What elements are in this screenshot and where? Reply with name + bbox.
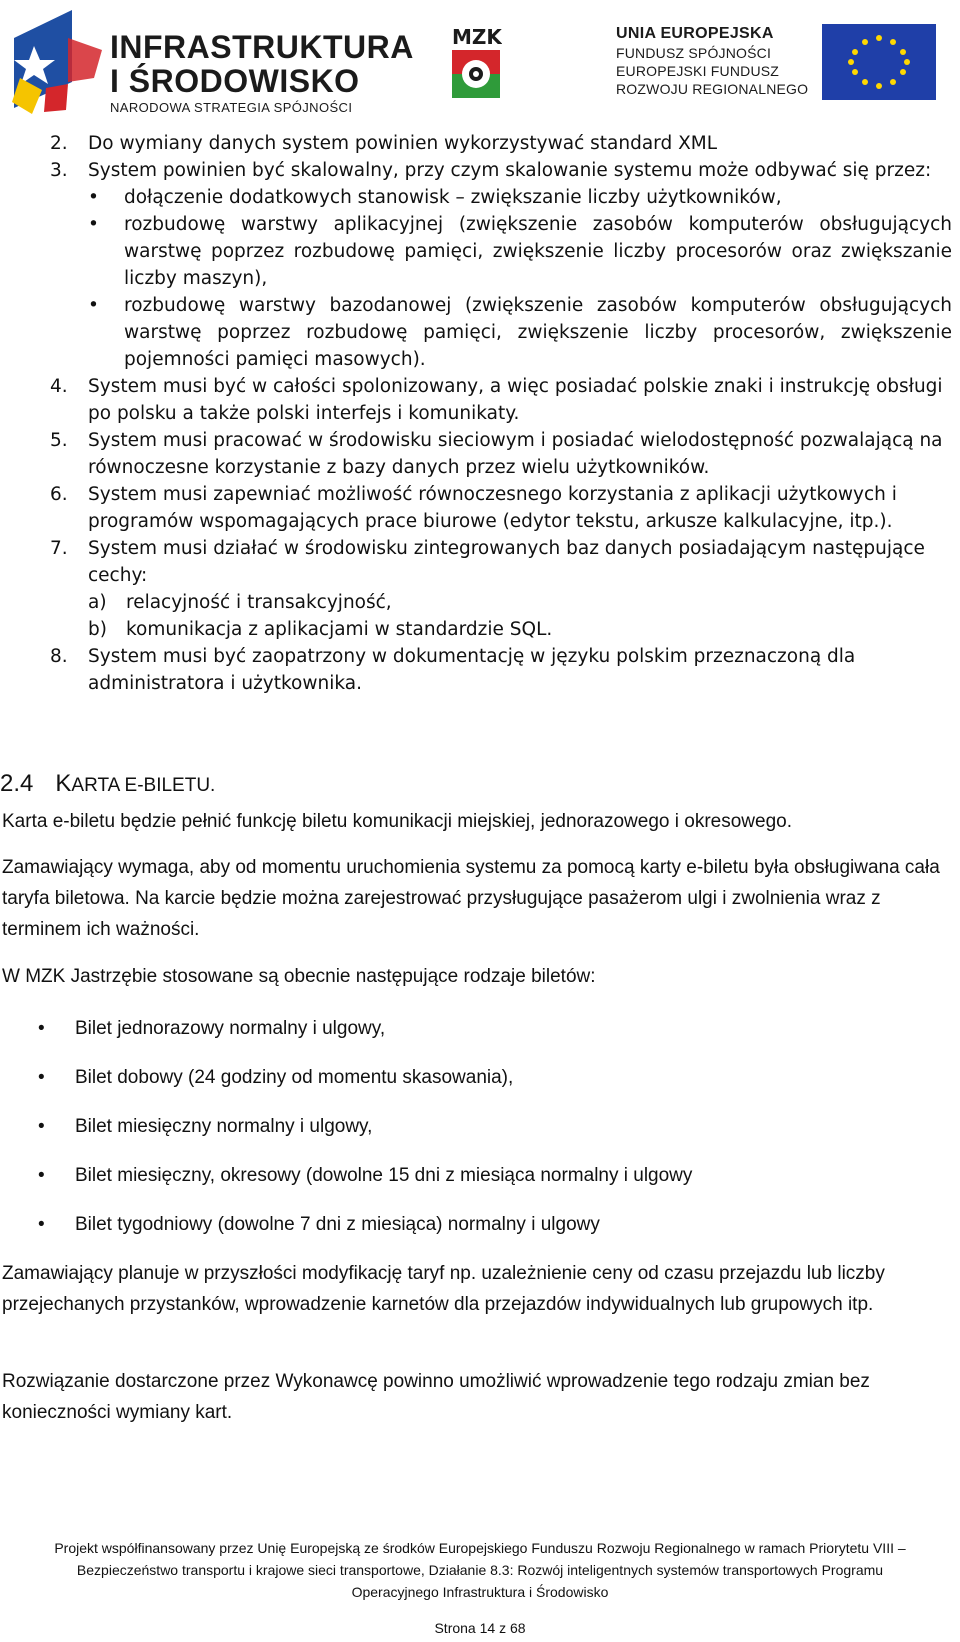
requirements-list [0,130,960,697]
bullet-text: rozbudowę warstwy aplikacyjnej (zwiększenie zasobów komputerów obsługujących warstwę poprzez rozbudowę pamięci, zwiększenie liczby procesorów oraz zwiększanie liczby maszyn), [124,214,952,289]
bullet-item [0,184,960,211]
list-number: 4. [50,376,68,397]
ticket-text: Bilet dobowy (24 godziny od momentu skasowania), [75,1067,514,1088]
logo-line-1: INFRASTRUKTURA [110,29,414,65]
eu-line-2: FUNDUSZ SPÓJNOŚCI [616,45,772,61]
paragraph: Karta e-biletu będzie pełnić funkcję biletu komunikacji miejskiej, jednorazowego i okresowego. [2,811,792,832]
ticket-text: Bilet tygodniowy (dowolne 7 dni z miesiąca) normalny i ulgowy [75,1214,600,1235]
list-text: System musi pracować w środowisku sieciowym i posiadać wielodostępność pozwalającą na równoczesne korzystanie z bazy danych przez wielu użytkowników. [88,430,943,478]
infrastruktura-logo-text [110,30,414,115]
list-number: 6. [50,484,68,505]
list-item [0,643,960,697]
section-title-initial: K [55,770,72,797]
mzk-logo-text: MZK [452,25,502,49]
ticket-text: Bilet jednorazowy normalny i ulgowy, [75,1018,386,1039]
ticket-text: Bilet miesięczny normalny i ulgowy, [75,1116,373,1137]
list-text: System musi być w całości spolonizowany, a więc posiadać polskie znaki i instrukcję obsługi po polsku a także polski interfejs i komunikaty. [88,376,943,424]
section-heading [0,770,215,798]
sub-item-label: a) [88,592,107,613]
list-text: System musi być zaopatrzony w dokumentację w języku polskim przeznaczoną dla administratora i użytkownika. [88,646,856,694]
infrastruktura-star-logo-icon [6,8,106,116]
list-item [0,535,960,589]
sub-item-text: relacyjność i transakcyjność, [126,592,392,613]
eu-line-4: ROZWOJU REGIONALNEGO [616,81,809,97]
footer-line: Projekt współfinansowany przez Unię Europejską ze środków Europejskiego Funduszu Rozwoju Regionalnego w ramach Priorytetu VIII – [54,1540,906,1556]
list-number: 7. [50,538,68,559]
section-number: 2.4 [0,770,34,797]
list-number: 3. [50,160,68,181]
list-text: System musi działać w środowisku zintegrowanych baz danych posiadającym następujące cechy: [88,538,925,586]
bullet-text: dołączenie dodatkowych stanowisk – zwiększanie liczby użytkowników, [124,187,782,208]
paragraph: W MZK Jastrzębie stosowane są obecnie następujące rodzaje biletów: [2,966,596,987]
page-number: Strona 14 z 68 [434,1620,526,1636]
sub-item-text: komunikacja z aplikacjami w standardzie SQL. [126,619,553,640]
ticket-text: Bilet miesięczny, okresowy (dowolne 15 dni z miesiąca normalny i ulgowy [75,1165,693,1186]
list-number: 8. [50,646,68,667]
eu-flag-icon [822,24,936,100]
list-text: System musi zapewniać możliwość równoczesnego korzystania z aplikacji użytkowych i programów wspomagających prace biurowe (edytor tekstu, arkusze kalkulacyjne, itp.). [88,484,897,532]
sub-item [0,616,960,643]
bullet-icon: • [38,1067,45,1088]
bullet-icon: • [38,1165,45,1186]
paragraph: Zamawiający wymaga, aby od momentu uruchomienia systemu za pomocą karty e-biletu była obsługiwana cała taryfa biletowa. Na karcie będzie można zarejestrować przysługujące pasażerom ulgi i zwolnienia wraz z terminem ich ważności. [2,857,940,940]
list-item [0,157,960,184]
bullet-icon: • [88,295,99,316]
footer-line: Bezpieczeństwo transportu i krajowe sieci transportowe, Działanie 8.3: Rozwój inteligentnych systemów transportowych Programu [76,1562,884,1578]
page-header [0,0,960,120]
logo-line-2: I ŚRODOWISKO [110,63,360,99]
list-item [0,130,960,157]
eu-line-3: EUROPEJSKI FUNDUSZ [616,63,780,79]
page-footer [0,1537,960,1603]
sub-item [0,589,960,616]
list-text: System powinien być skalowalny, przy czym skalowanie systemu może odbywać się przez: [88,160,932,181]
bullet-icon: • [88,214,99,235]
list-item [0,481,960,535]
eu-line-1: UNIA EUROPEJSKA [616,25,774,42]
bullet-item [0,211,960,292]
bullet-item [0,292,960,373]
section-title-rest: ARTA E-BILETU. [71,775,216,796]
list-text: Do wymiany danych system powinien wykorzystywać standard XML [88,133,718,154]
sub-item-label: b) [88,619,107,640]
list-item [0,427,960,481]
list-item [0,373,960,427]
eu-logo-text [616,24,808,98]
bullet-icon: • [38,1116,45,1137]
paragraph: Zamawiający planuje w przyszłości modyfikację taryf np. uzależnienie ceny od czasu przejazdu lub liczby przejechanych przystanków, wprowadzenie karnetów dla przejazdów indywidualnych lub grupowych itp. [2,1263,885,1315]
bullet-icon: • [38,1018,45,1039]
list-number: 5. [50,430,68,451]
list-number: 2. [50,133,68,154]
footer-line: Operacyjnego Infrastruktura i Środowisko [351,1584,609,1600]
paragraph: Rozwiązanie dostarczone przez Wykonawcę powinno umożliwić wprowadzenie tego rodzaju zmian bez konieczności wymiany kart. [2,1371,870,1423]
logo-line-3: NARODOWA STRATEGIA SPÓJNOŚCI [110,100,353,115]
bullet-text: rozbudowę warstwy bazodanowej (zwiększenie zasobów komputerów obsługujących warstwę poprzez rozbudowę pamięci, zwiększenie liczby procesorów, zwiększenie pojemności pamięci masowych). [124,295,952,370]
bullet-icon: • [88,187,99,208]
mzk-logo-icon [450,24,502,100]
bullet-icon: • [38,1214,45,1235]
